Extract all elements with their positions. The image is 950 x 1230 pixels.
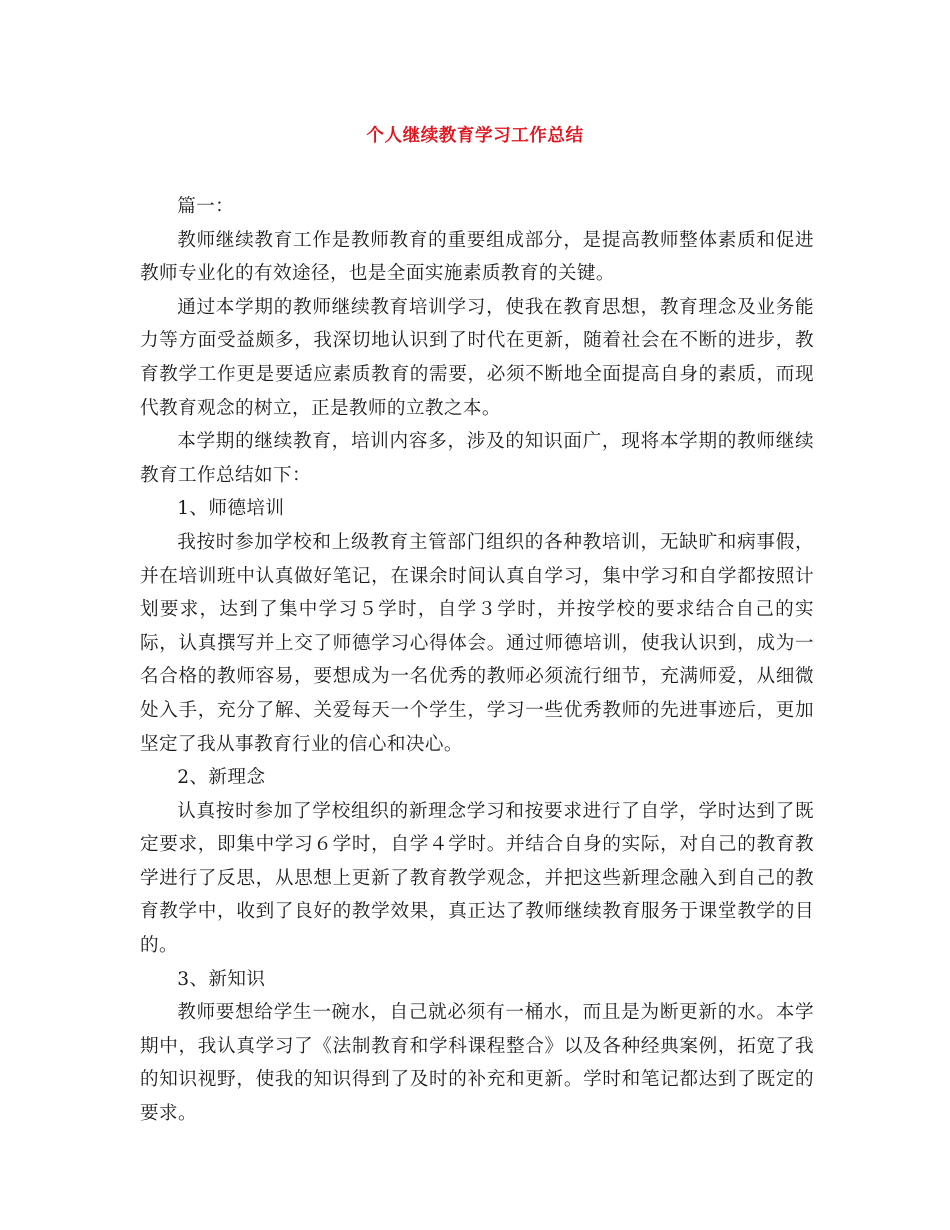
paragraph: 认真按时参加了学校组织的新理念学习和按要求进行了自学，学时达到了既定要求，即集中学习６学时，自学４学时。并结合自身的实际，对自己的教育教学进行了反思，从思想上更新了教育教学观念，并把这些新理念融入到自己的教育教学中，收到了良好的教学效果，真正达了教师继续教育服务于课堂教学的目的。 xyxy=(140,800,814,957)
paragraph-subheading: 1、师德培训 xyxy=(177,498,285,520)
paragraph: 教师继续教育工作是教师教育的重要组成部分，是提高教师整体素质和促进教师专业化的有效途径，也是全面实施素质教育的关键。 xyxy=(140,229,814,285)
paragraph-subheading: 3、新知识 xyxy=(177,968,266,990)
document-title: 个人继续教育学习工作总结 xyxy=(366,126,584,146)
document-body xyxy=(140,190,814,1131)
paragraph: 本学期的继续教育，培训内容多，涉及的知识面广，现将本学期的教师继续教育工作总结如下： xyxy=(140,431,814,486)
paragraph: 我按时参加学校和上级教育主管部门组织的各种教培训，无缺旷和病事假，并在培训班中认真做好笔记，在课余时间认真自学习，集中学习和自学都按照计划要求，达到了集中学习５学时，自学３学时，并按学校的要求结合自己的实际，认真撰写并上交了师德学习心得体会。通过师德培训，使我认识到，成为一名合格的教师容易，要想成为一名优秀的教师必须流行细节，充满师爱，从细微处入手，充分了解、关爱每天一个学生，学习一些优秀教师的先进事迹后，更加坚定了我从事教育行业的信心和决心。 xyxy=(140,531,814,755)
paragraph-section-heading: 篇一： xyxy=(177,196,235,217)
paragraph: 通过本学期的教师继续教育培训学习，使我在教育思想，教育理念及业务能力等方面受益颇多，我深切地认识到了时代在更新，随着社会在不断的进步，教育教学工作更是要适应素质教育的需要，必须不断地全面提高自身的素质，而现代教育观念的树立，正是教师的立教之本。 xyxy=(140,296,814,419)
paragraph-subheading: 2、新理念 xyxy=(177,767,266,789)
paragraph: 教师要想给学生一碗水，自己就必须有一桶水，而且是为断更新的水。本学期中，我认真学习了《法制教育和学科课程整合》以及各种经典案例，拓宽了我的知识视野，使我的知识得到了及时的补充和更新。学时和笔记都达到了既定的要求。 xyxy=(140,1002,814,1125)
